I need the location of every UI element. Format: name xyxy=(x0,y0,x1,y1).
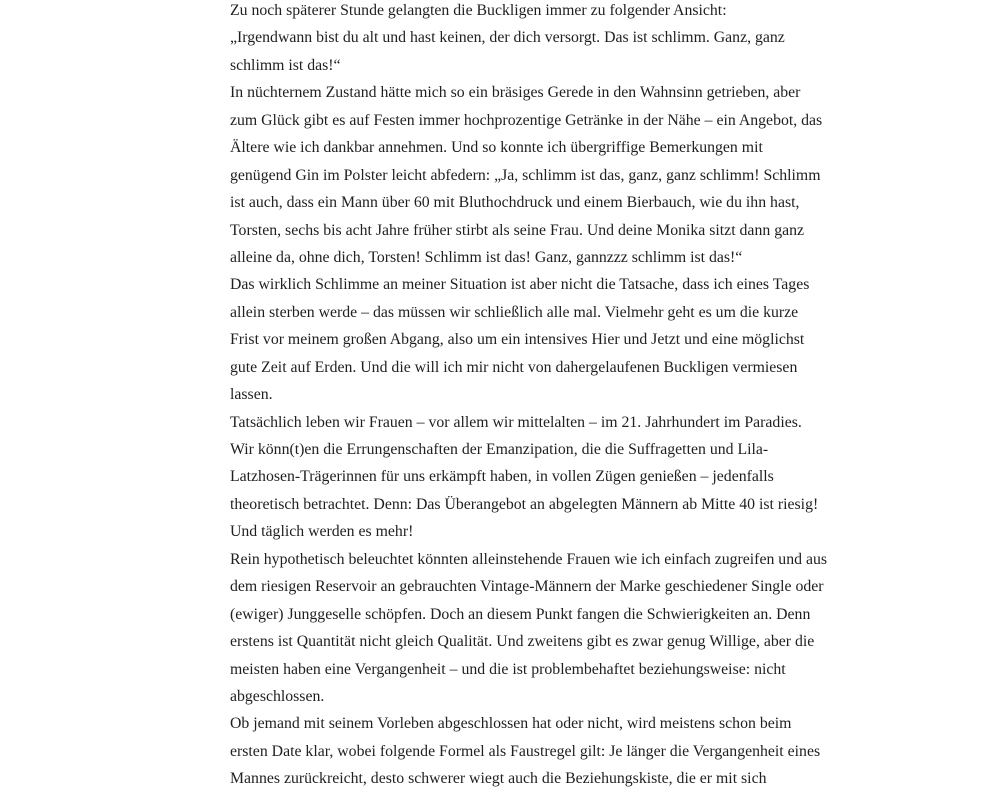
text-line: Tatsächlich leben wir Frauen – vor allem wir mittelalten – im 21. Jahrhundert im Paradies. xyxy=(230,413,802,431)
page-text-block xyxy=(230,0,828,793)
text-line: gute Zeit auf Erden. Und die will ich mir nicht von dahergelaufenen Buckligen vermiesen xyxy=(230,358,798,376)
text-line: genügend Gin im Polster leicht abfedern: „Ja, schlimm ist das, ganz, ganz schlimm! Schlimm xyxy=(230,166,821,184)
text-line: alleine da, ohne dich, Torsten! Schlimm ist das! Ganz, gannzzz schlimm ist das!“ xyxy=(230,248,743,266)
text-line: In nüchternem Zustand hätte mich so ein bräsiges Gerede in den Wahnsinn getrieben, aber xyxy=(230,84,801,102)
text-line: Rein hypothetisch beleuchtet könnten alleinstehende Frauen wie ich einfach zugreifen und aus xyxy=(230,550,828,568)
text-line: ist auch, dass ein Mann über 60 mit Bluthochdruck und einem Bierbauch, wie du ihn hast, xyxy=(230,194,800,212)
text-line: dem riesigen Reservoir an gebrauchten Vintage-Männern der Marke geschiedener Single oder xyxy=(230,578,824,596)
text-line: meisten haben eine Vergangenheit – und die ist problembehaftet beziehungsweise: nicht xyxy=(230,660,786,678)
text-line: Zu noch späterer Stunde gelangten die Buckligen immer zu folgender Ansicht: xyxy=(230,2,727,19)
text-line: Wir könn(t)en die Errungenschaften der Emanzipation, die die Suffragetten und Lila- xyxy=(230,441,769,458)
text-line: „Irgendwann bist du alt und hast keinen, der dich versorgt. Das ist schlimm. Ganz, ganz xyxy=(230,29,785,47)
text-line: schlimm ist das!“ xyxy=(230,56,341,74)
text-line: Mannes zurückreicht, desto schwerer wiegt auch die Beziehungskiste, die er mit sich xyxy=(230,770,767,788)
text-line: Ältere wie ich dankbar annehmen. Und so konnte ich übergriffige Bemerkungen mit xyxy=(230,139,763,157)
text-line: Torsten, sechs bis acht Jahre früher stirbt als seine Frau. Und deine Monika sitzt dann ganz xyxy=(230,221,805,239)
text-line: Das wirklich Schlimme an meiner Situation ist aber nicht die Tatsache, dass ich eines Tages xyxy=(230,276,810,294)
text-line: Ob jemand mit seinem Vorleben abgeschlossen hat oder nicht, wird meistens schon beim xyxy=(230,715,792,733)
text-line: Und täglich werden es mehr! xyxy=(230,523,414,541)
text-line: (ewiger) Junggeselle schöpfen. Doch an diesem Punkt fangen die Schwierigkeiten an. Denn xyxy=(230,605,811,623)
text-line: zum Glück gibt es auf Festen immer hochprozentige Getränke in der Nähe – ein Angebot, das xyxy=(230,111,823,129)
text-line: lassen. xyxy=(230,386,273,404)
text-line: erstens ist Quantität nicht gleich Qualität. Und zweitens gibt es zwar genug Willige, aber die xyxy=(230,633,815,651)
text-line: abgeschlossen. xyxy=(230,687,325,705)
text-line: theoretisch betrachtet. Denn: Das Überangebot an abgelegten Männern ab Mitte 40 ist riesig! xyxy=(230,495,819,513)
text-line: Frist vor meinem großen Abgang, also um ein intensives Hier und Jetzt und eine möglichst xyxy=(230,331,805,349)
text-line: allein sterben werde – das müssen wir schließlich alle mal. Vielmehr geht es um die kurze xyxy=(230,303,799,321)
text-line: Latzhosen-Trägerinnen für uns erkämpft haben, in vollen Zügen genießen – jedenfalls xyxy=(230,468,774,486)
text-line: ersten Date klar, wobei folgende Formel als Faustregel gilt: Je länger die Vergangenheit eines xyxy=(230,742,821,760)
